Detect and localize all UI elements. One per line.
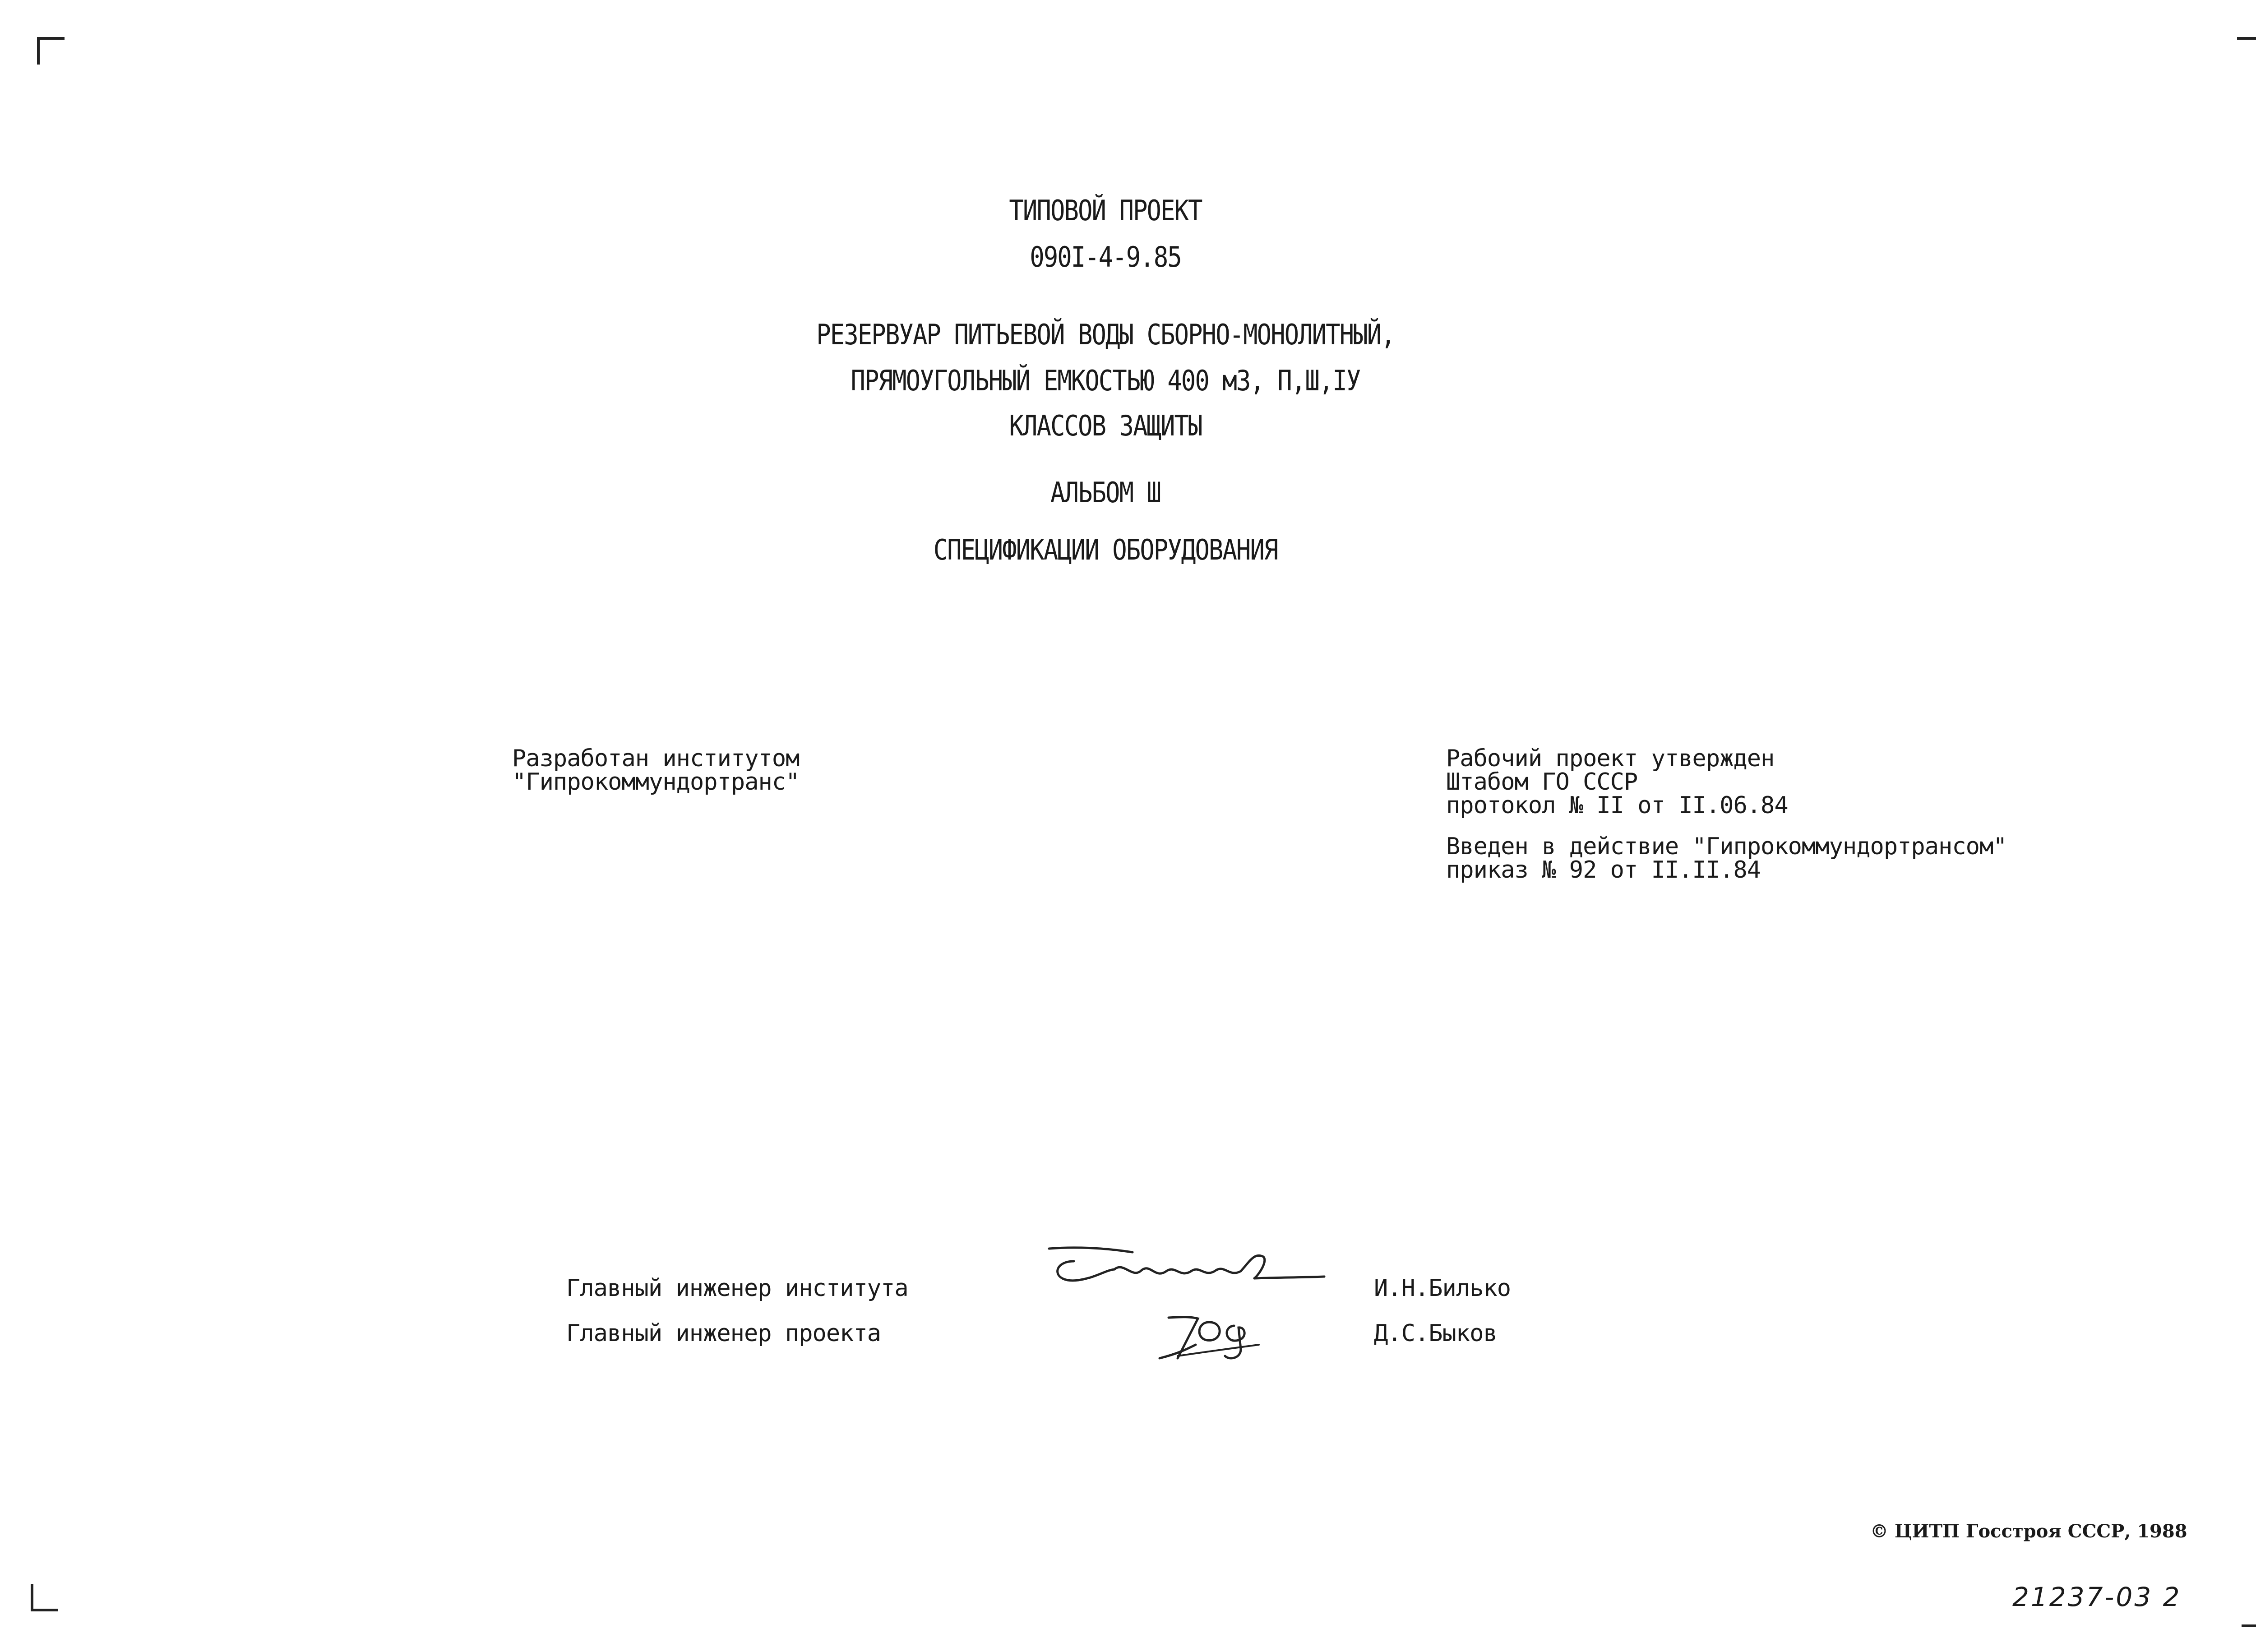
crop-mark-top-right: [2237, 37, 2256, 65]
album-title: АЛЬБОМ Ш: [1050, 476, 1161, 509]
handwritten-signature-2: [1151, 1309, 1268, 1372]
introduction-block: [1446, 835, 2007, 882]
project-name-line-1: РЕЗЕРВУАР ПИТЬЕВОЙ ВОДЫ СБОРНО-МОНОЛИТНЫЙ,: [816, 318, 1395, 351]
crop-mark-bottom-left: [31, 1584, 58, 1611]
approval-line-2: Штабом ГО СССР: [1446, 768, 1638, 796]
signature-name-bykov: Д.С.Быков: [1374, 1320, 1497, 1347]
handwritten-signature-1: [1042, 1243, 1331, 1293]
approval-line-1: Рабочий проект утвержден: [1446, 745, 1775, 772]
signature-name-bilko: И.Н.Билько: [1374, 1275, 1511, 1302]
developer-line-2: "Гипрокоммундортранс": [512, 768, 800, 796]
album-subject: СПЕЦИФИКАЦИИ ОБОРУДОВАНИЯ: [933, 533, 1278, 566]
crop-mark-top-left: [37, 37, 65, 65]
project-type: ТИПОВОЙ ПРОЕКТ: [1009, 194, 1202, 227]
approval-line-3: протокол № II от II.06.84: [1446, 792, 1788, 819]
project-name-line-3: КЛАССОВ ЗАЩИТЫ: [1009, 409, 1202, 442]
approval-block: [1446, 747, 1788, 817]
archive-number: 21237-03 2: [2012, 1582, 2182, 1612]
introduction-line-2: приказ № 92 от II.II.84: [1446, 856, 1761, 884]
introduction-line-1: Введен в действие "Гипрокоммундортрансом": [1446, 833, 2007, 860]
project-code: 090I-4-9.85: [1030, 241, 1181, 273]
developer-block: [512, 747, 799, 794]
developer-line-1: Разработан институтом: [512, 745, 800, 772]
signature-role-chief-engineer-institute: Главный инженер института: [566, 1275, 908, 1302]
crop-mark-bottom-right: [2242, 1600, 2256, 1627]
project-name-line-2: ПРЯМОУГОЛЬНЫЙ ЕМКОСТЬЮ 400 м3, П,Ш,IУ: [851, 364, 1360, 397]
copyright-notice: © ЦИТП Госстроя СССР, 1988: [1870, 1521, 2187, 1542]
signature-role-chief-engineer-project: Главный инженер проекта: [566, 1320, 881, 1347]
